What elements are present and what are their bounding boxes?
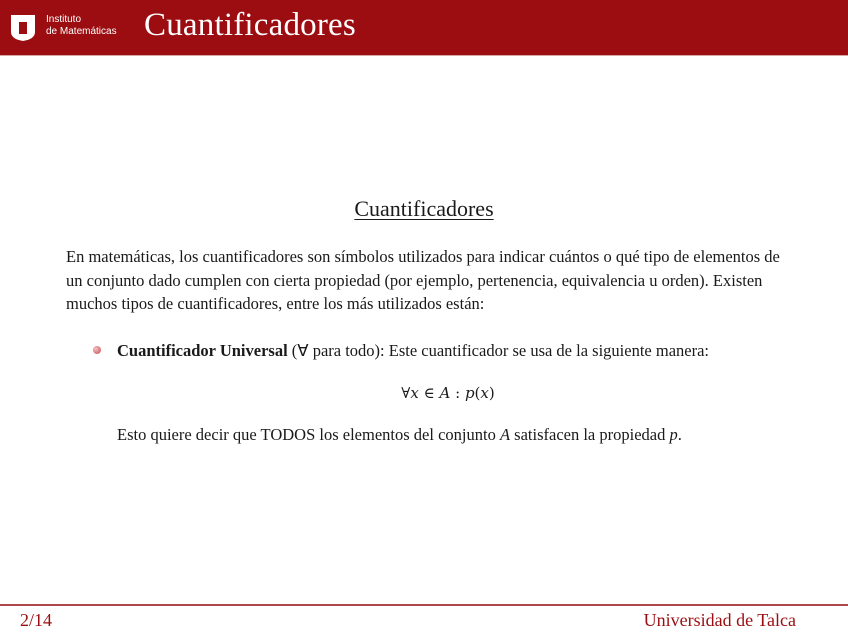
page-title: Cuantificadores — [144, 7, 356, 43]
section-title-text: Cuantificadores — [354, 196, 494, 221]
formula: ∀x ∈ A : p(x) — [401, 384, 495, 402]
section-title — [0, 196, 848, 222]
shield-icon — [10, 14, 36, 42]
item-symbol-note: (∀ para todo): — [291, 341, 385, 360]
bullet-icon — [93, 346, 101, 354]
header-divider — [0, 55, 848, 56]
note-set: A — [499, 425, 511, 444]
list-item — [117, 339, 787, 363]
note-pred: p — [669, 425, 678, 444]
institution-logo — [10, 12, 122, 44]
item-text: Este cuantificador se usa de la siguiente manera: — [388, 341, 709, 360]
formula-in: ∈ — [423, 384, 435, 402]
header-bar — [0, 0, 848, 55]
item-term: Cuantificador Universal — [117, 341, 288, 360]
intro-paragraph: En matemáticas, los cuantificadores son símbolos utilizados para indicar cuántos o qué tipo de elementos de un conjunto dado cumplen con cierta propiedad (por ejemplo, pertenencia, equivalencia u orden). Existen muchos tipos de cuantificadores, entre los más utilizados están: — [66, 247, 780, 313]
note-end: . — [677, 425, 682, 444]
page-number: 2/14 — [20, 610, 53, 630]
formula-arg: x — [480, 384, 489, 402]
footer-divider — [0, 604, 848, 606]
formula-colon: : — [455, 384, 461, 402]
formula-set: A — [439, 384, 451, 402]
note-middle: satisfacen la propiedad — [514, 425, 666, 444]
logo-text: Instituto de Matemáticas — [46, 14, 117, 37]
formula-pred: p — [464, 384, 475, 402]
footer-institution: Universidad de Talca — [643, 610, 796, 630]
formula-quantifier: ∀ — [401, 384, 411, 402]
explanation-paragraph — [117, 423, 787, 447]
formula-var: x — [410, 384, 419, 402]
note-before: Esto quiere decir que TODOS los elementos del conjunto — [117, 425, 496, 444]
